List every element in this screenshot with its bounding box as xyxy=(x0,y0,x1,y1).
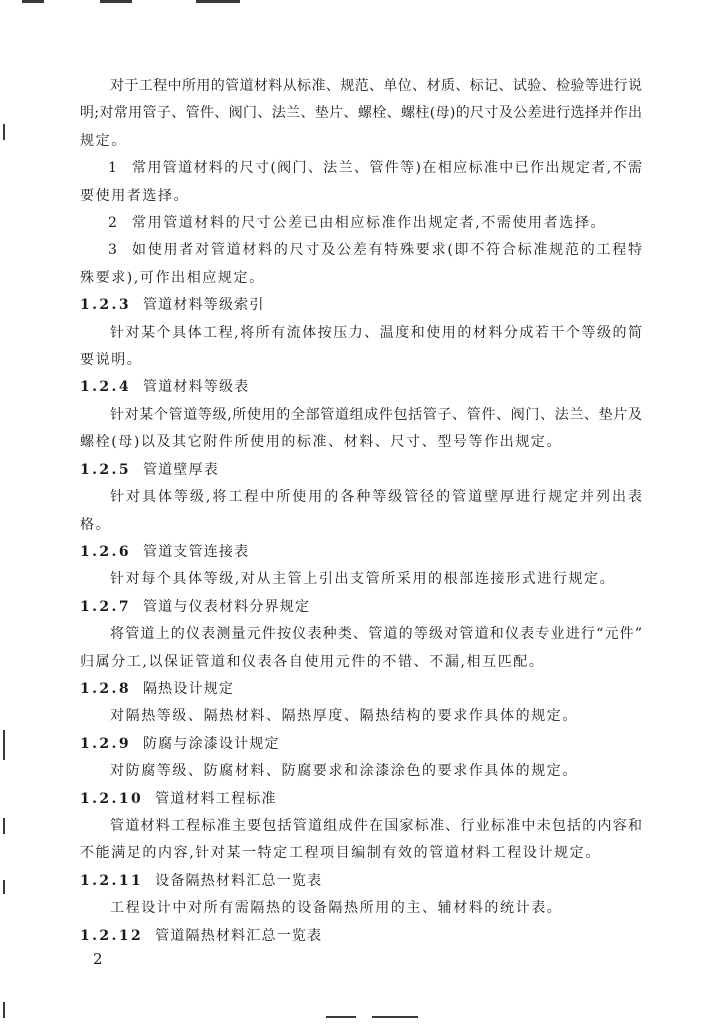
scan-mark-left xyxy=(3,1002,5,1018)
text-line: 明;对常用管子、管件、阀门、法兰、垫片、螺栓、螺柱(母)的尺寸及公差进行选择并作出 xyxy=(80,105,642,122)
section-title: 管道壁厚表 xyxy=(142,461,219,478)
item-line xyxy=(80,155,642,182)
numbered-item-1 xyxy=(80,155,642,210)
section-heading xyxy=(80,731,642,758)
text-line: 如使用者对管道材料的尺寸及公差有特殊要求(即不符合标准规范的工程特 xyxy=(132,242,642,259)
section-heading xyxy=(80,292,642,319)
section-heading xyxy=(80,539,642,566)
section-title: 管道支管连接表 xyxy=(142,543,250,560)
section-heading xyxy=(80,923,642,950)
scan-mark-top xyxy=(22,0,44,3)
section-number: 1.2.6 xyxy=(80,543,131,560)
text-line: 格。 xyxy=(80,516,112,533)
section-title: 管道材料等级索引 xyxy=(142,297,265,314)
section-1-2-11 xyxy=(80,868,642,923)
section-1-2-8 xyxy=(80,676,642,731)
section-heading xyxy=(80,676,642,703)
intro-paragraph xyxy=(80,73,642,155)
section-title: 管道材料等级表 xyxy=(142,379,250,396)
section-number: 1.2.10 xyxy=(80,790,144,807)
section-title: 设备隔热材料汇总一览表 xyxy=(155,872,323,889)
text-line: 对于工程中所用的管道材料从标准、规范、单位、材质、标记、试验、检验等进行说 xyxy=(110,78,642,94)
section-heading xyxy=(80,594,642,621)
section-number: 1.2.8 xyxy=(80,680,131,697)
section-1-2-5 xyxy=(80,457,642,539)
scan-mark-bottom xyxy=(326,1016,356,1018)
section-number: 1.2.11 xyxy=(80,872,144,889)
text-line: 要使用者选择。 xyxy=(80,187,190,204)
section-1-2-9 xyxy=(80,731,642,786)
item-number: 1 xyxy=(108,160,117,177)
text-line: 常用管道材料的尺寸(阀门、法兰、管件等)在相应标准中已作出规定者,不需 xyxy=(132,160,642,177)
text-line: 螺栓(母)以及其它附件所使用的标准、材料、尺寸、型号等作出规定。 xyxy=(80,434,563,451)
text-line: 要说明。 xyxy=(80,352,143,369)
section-title: 管道与仪表材料分界规定 xyxy=(142,598,311,615)
scan-mark-left xyxy=(3,818,5,834)
item-number: 2 xyxy=(108,215,117,232)
text-line: 针对某个具体工程,将所有流体按压力、温度和使用的材料分成若干个等级的简 xyxy=(110,324,642,341)
text-line: 常用管道材料的尺寸公差已由相应标准作出规定者,不需使用者选择。 xyxy=(132,215,607,232)
numbered-item-3 xyxy=(80,237,642,292)
item-line xyxy=(80,237,642,264)
section-1-2-3 xyxy=(80,292,642,374)
section-number: 1.2.12 xyxy=(80,927,144,944)
section-number: 1.2.5 xyxy=(80,461,131,478)
section-number: 1.2.3 xyxy=(80,297,131,314)
text-line: 不能满足的内容,针对某一特定工程项目编制有效的管道材料工程设计规定。 xyxy=(80,845,601,862)
scan-mark-top xyxy=(196,0,240,3)
scan-mark-left xyxy=(3,880,5,894)
section-title: 防腐与涂漆设计规定 xyxy=(142,735,280,752)
section-heading xyxy=(80,457,642,484)
section-heading xyxy=(80,868,642,895)
section-1-2-7 xyxy=(80,594,642,676)
text-line: 工程设计中对所有需隔热的设备隔热所用的主、辅材料的统计表。 xyxy=(110,900,563,917)
section-number: 1.2.9 xyxy=(80,735,131,752)
text-line: 对隔热等级、隔热材料、隔热厚度、隔热结构的要求作具体的规定。 xyxy=(110,708,578,725)
text-line: 殊要求),可作出相应规定。 xyxy=(80,269,265,286)
section-1-2-12 xyxy=(80,923,642,950)
scan-mark-top xyxy=(100,0,132,3)
text-line: 管道材料工程标准主要包括管道组成件在国家标准、行业标准中未包括的内容和 xyxy=(110,817,642,834)
text-line: 针对具体等级,将工程中所使用的各种等级管径的管道壁厚进行规定并列出表 xyxy=(110,489,642,506)
section-number: 1.2.4 xyxy=(80,379,131,396)
item-line xyxy=(80,210,642,237)
text-line: 对防腐等级、防腐材料、防腐要求和涂漆涂色的要求作具体的规定。 xyxy=(110,763,578,780)
scan-mark-left xyxy=(3,124,5,140)
section-1-2-6 xyxy=(80,539,642,594)
section-number: 1.2.7 xyxy=(80,598,131,615)
section-1-2-4 xyxy=(80,374,642,456)
item-number: 3 xyxy=(108,242,117,259)
text-line: 规定。 xyxy=(80,132,127,149)
text-line: 针对某个管道等级,所使用的全部管道组成件包括管子、管件、阀门、法兰、垫片及 xyxy=(110,406,642,423)
text-line: 针对每个具体等级,对从主管上引出支管所采用的根部连接形式进行规定。 xyxy=(110,571,616,588)
scan-mark-left xyxy=(3,730,5,760)
section-heading xyxy=(80,374,642,401)
text-line: 将管道上的仪表测量元件按仪表种类、管道的等级对管道和仪表专业进行“元件” xyxy=(110,626,642,643)
text-line: 归属分工,以保证管道和仪表各自使用元件的不错、不漏,相互匹配。 xyxy=(80,653,545,670)
scan-mark-bottom xyxy=(372,1016,418,1018)
section-title: 管道隔热材料汇总一览表 xyxy=(155,927,323,944)
numbered-item-2 xyxy=(80,210,642,237)
section-title: 隔热设计规定 xyxy=(142,680,235,697)
section-1-2-10 xyxy=(80,786,642,868)
section-title: 管道材料工程标准 xyxy=(155,790,277,807)
section-heading xyxy=(80,786,642,813)
document-body xyxy=(80,73,642,950)
page-number: 2 xyxy=(93,950,103,968)
